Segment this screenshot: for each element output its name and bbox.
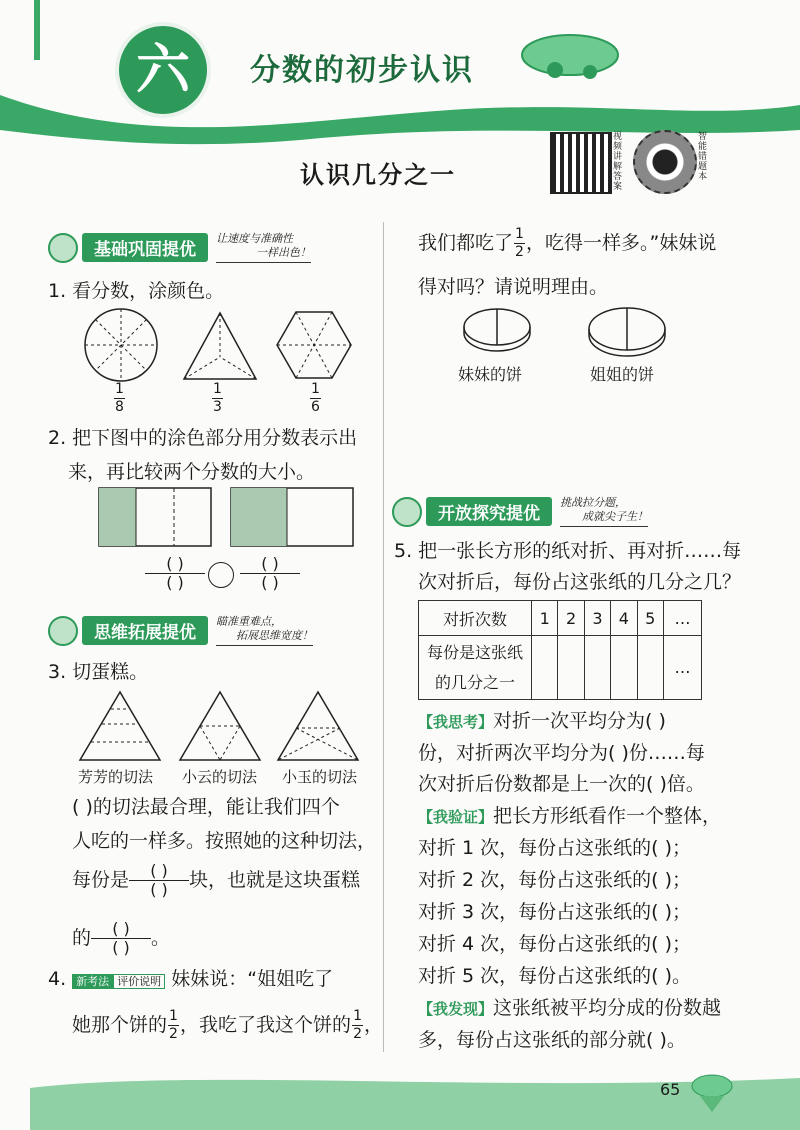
page-footer bbox=[0, 1068, 800, 1130]
q3-cake-diagrams bbox=[78, 688, 363, 764]
q5-line2: 次对折后，每份占这张纸的几分之几？ bbox=[418, 571, 742, 593]
section-basic-label: 基础巩固提优 bbox=[82, 233, 208, 262]
q5-think-line3: 次对折后份数都是上一次的( )倍。 bbox=[418, 773, 705, 795]
q5-discover-line2: 多，每份占这张纸的部分就( )。 bbox=[418, 1029, 686, 1051]
q1-fraction-2: $\frac{1}{3}$ bbox=[213, 381, 222, 415]
qr-label-video: 视频讲解答案 bbox=[613, 132, 623, 192]
q5-verify-row: 对折 1 次，每份占这张纸的( )； bbox=[418, 837, 692, 859]
q5-answer-cell[interactable] bbox=[584, 636, 610, 700]
lesson-title: 认识几分之一 bbox=[300, 161, 456, 189]
q5-table-header: 对折次数 bbox=[419, 601, 532, 636]
question-2-line1: 2. 把下图中的涂色部分用分数表示出 bbox=[48, 427, 358, 449]
satellite-icon bbox=[392, 497, 422, 527]
q4-caption-elder-sister: 姐姐的饼 bbox=[590, 365, 655, 384]
section-open bbox=[392, 496, 648, 527]
q5-answer-cell[interactable] bbox=[532, 636, 558, 700]
q5-verify-row: 对折 5 次，每份占这张纸的( )。 bbox=[418, 965, 692, 987]
q3-line3: 每份是 ( ) ( ) 块，也就是这块蛋糕 bbox=[72, 861, 361, 899]
q5-answer-cell[interactable] bbox=[611, 636, 637, 700]
q5-think-line2: 份，对折两次平均分为( )份……每 bbox=[418, 742, 705, 764]
section-thinking-label: 思维拓展提优 bbox=[82, 616, 208, 645]
q3-caption-2: 小云的切法 bbox=[182, 768, 258, 786]
chapter-title: 分数的初步认识 bbox=[250, 53, 474, 88]
q5-answer-cell[interactable] bbox=[558, 636, 584, 700]
q3-answer-fraction-2[interactable]: ( ) ( ) bbox=[91, 920, 151, 957]
q3-answer-fraction-1[interactable]: ( ) ( ) bbox=[129, 862, 189, 899]
q1-fraction-1: $\frac{1}{8}$ bbox=[115, 381, 124, 415]
q5-answer-cell[interactable] bbox=[637, 636, 663, 700]
q5-verify-row: 对折 3 次，每份占这张纸的( )； bbox=[418, 901, 692, 923]
q2-compare-circle[interactable] bbox=[208, 562, 234, 588]
q5-think-line1: 【我思考】对折一次平均分为( ) bbox=[418, 710, 666, 732]
q4-tag-eval: 评价说明 bbox=[113, 974, 165, 989]
column-divider bbox=[383, 222, 384, 1052]
q2-rectangles bbox=[98, 487, 356, 549]
question-2-line2: 来，再比较两个分数的大小。 bbox=[68, 461, 316, 483]
page-number: 65 bbox=[660, 1080, 681, 1099]
q4-tag-new: 新考法 bbox=[72, 974, 113, 989]
section-basic-sub: 让速度与准确性 一样出色！ bbox=[216, 232, 311, 263]
q4-cake-diagrams bbox=[462, 305, 692, 357]
q4-line4: 得对吗？请说明理由。 bbox=[418, 276, 609, 298]
q1-fraction-3: $\frac{1}{6}$ bbox=[311, 381, 320, 415]
q2-answer-left[interactable]: ( ) ( ) bbox=[145, 555, 205, 592]
qr-label-mistakes: 智能错题本 bbox=[698, 132, 708, 182]
q5-discover-line1: 【我发现】这张纸被平均分成的份数越 bbox=[418, 997, 722, 1019]
triangle-thirds bbox=[184, 313, 256, 379]
question-3-text: 3. 切蛋糕。 bbox=[48, 661, 149, 683]
q3-caption-1: 芳芳的切法 bbox=[78, 768, 154, 786]
q5-line1: 5. 把一张长方形的纸对折、再对折……每 bbox=[394, 540, 742, 562]
q3-line4: 的 ( ) ( ) 。 bbox=[72, 919, 171, 957]
q3-line2: 人吃的一样多。按照她的这种切法， bbox=[72, 830, 377, 852]
q3-caption-3: 小玉的切法 bbox=[282, 768, 358, 786]
q5-verify-row: 对折 4 次，每份占这张纸的( )； bbox=[418, 933, 692, 955]
section-thinking bbox=[48, 615, 313, 646]
section-thinking-sub: 瞄准重难点， 拓展思维宽度！ bbox=[216, 615, 313, 646]
q4-line1: 4. 新考法 评价说明 妹妹说：“姐姐吃了 bbox=[48, 968, 334, 990]
ufo-icon bbox=[48, 616, 78, 646]
qr-code-mistakes[interactable] bbox=[633, 130, 697, 194]
q2-answer-right[interactable]: ( ) ( ) bbox=[240, 555, 300, 592]
q3-line1: ( )的切法最合理，能让我们四个 bbox=[72, 796, 340, 818]
q4-line3: 我们都吃了 $\frac{1}{2}$ ，吃得一样多。”妹妹说 bbox=[418, 226, 717, 260]
q5-table: 对折次数 1 2 3 4 5 … 每份是这张纸 的几分之一 … bbox=[418, 600, 702, 700]
q4-line2: 她那个饼的 $\frac{1}{2}$ ，我吃了我这个饼的 $\frac{1}{2}$ ， bbox=[72, 1008, 384, 1042]
q4-caption-sister: 妹妹的饼 bbox=[458, 365, 523, 384]
chapter-number-badge: 六 bbox=[115, 22, 211, 118]
q5-table-row2-header: 每份是这张纸 的几分之一 bbox=[419, 636, 532, 700]
q5-verify-line1: 【我验证】把长方形纸看作一个整体， bbox=[418, 805, 722, 827]
qr-code-video[interactable] bbox=[550, 132, 612, 194]
section-open-label: 开放探究提优 bbox=[426, 497, 552, 526]
section-open-sub: 挑战拉分题， 成就尖子生！ bbox=[560, 496, 648, 527]
q1-shapes[interactable] bbox=[80, 305, 360, 385]
section-basic bbox=[48, 232, 311, 263]
q5-verify-row: 对折 2 次，每份占这张纸的( )； bbox=[418, 869, 692, 891]
hexagon-sixths bbox=[277, 312, 351, 378]
circle-eighths bbox=[85, 309, 157, 381]
question-1-text: 1. 看分数，涂颜色。 bbox=[48, 280, 225, 302]
target-icon bbox=[48, 233, 78, 263]
